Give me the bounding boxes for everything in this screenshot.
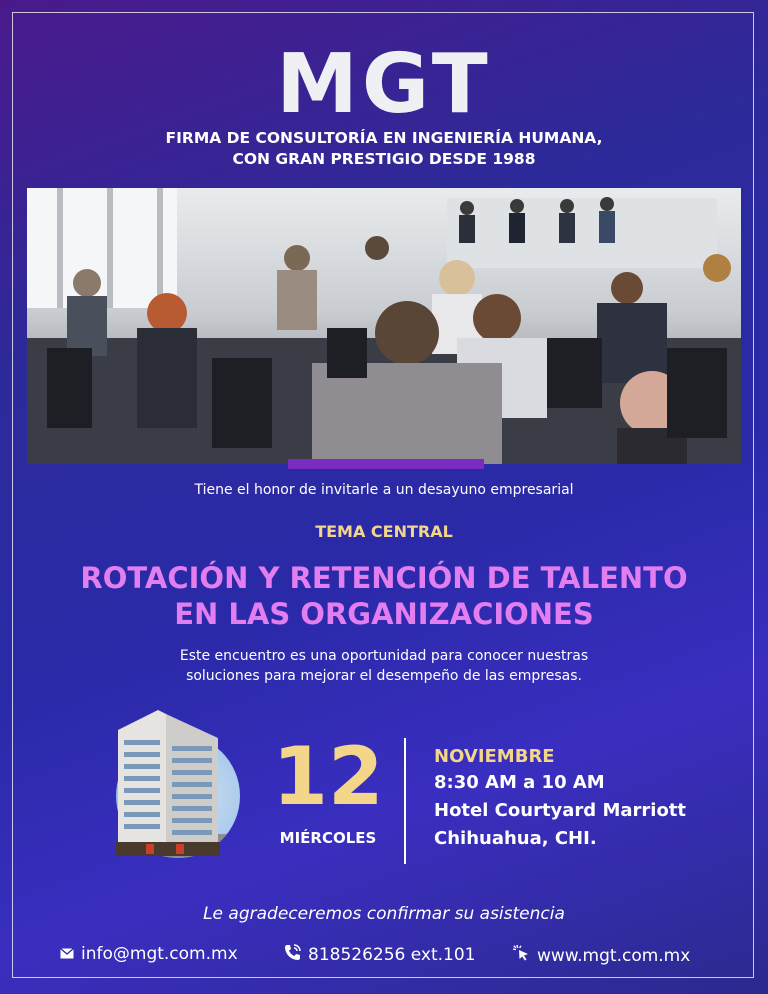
contact-phone[interactable] <box>284 944 476 966</box>
topic-title <box>0 560 768 632</box>
topic-title-line-1: ROTACIÓN Y RETENCIÓN DE TALENTO <box>80 561 688 595</box>
mgt-logo: MGT <box>276 37 492 132</box>
event-day-name: MIÉRCOLES <box>279 829 377 847</box>
topic-description <box>0 646 768 686</box>
tagline <box>0 128 768 170</box>
topic-description-line-1: Este encuentro es una oportunidad para conocer nuestras <box>179 648 589 664</box>
date-divider <box>404 738 406 864</box>
contact-email[interactable] <box>60 944 238 964</box>
event-month: NOVIEMBRE <box>434 746 555 767</box>
topic-title-line-2: EN LAS ORGANIZACIONES <box>174 597 594 631</box>
cursor-click-icon <box>512 944 530 967</box>
topic-description-line-2: soluciones para mejorar el desempeño de las empresas. <box>186 668 582 684</box>
hotel-image <box>106 704 246 862</box>
tagline-line-2: CON GRAN PRESTIGIO DESDE 1988 <box>232 150 536 168</box>
event-venue: Hotel Courtyard Marriott <box>434 800 687 821</box>
event-time: 8:30 AM a 10 AM <box>434 772 605 793</box>
confirm-text: Le agradeceremos confirmar su asistencia <box>203 904 565 924</box>
phone-icon <box>284 944 301 966</box>
website-link[interactable]: www.mgt.com.mx <box>537 945 691 966</box>
invite-text: Tiene el honor de invitarle a un desayuno empresarial <box>194 482 574 498</box>
envelope-icon <box>60 944 74 964</box>
accent-bar <box>288 459 484 469</box>
topic-label: TEMA CENTRAL <box>315 522 453 541</box>
event-city: Chihuahua, CHI. <box>434 828 597 849</box>
tagline-line-1: FIRMA DE CONSULTORÍA EN INGENIERÍA HUMANA, <box>165 129 603 147</box>
email-link[interactable]: info@mgt.com.mx <box>81 944 238 964</box>
event-day-number: 12 <box>272 730 384 823</box>
conference-photo <box>27 188 741 464</box>
phone-number[interactable]: 818526256 ext.101 <box>308 945 476 965</box>
contact-website[interactable] <box>512 944 690 967</box>
